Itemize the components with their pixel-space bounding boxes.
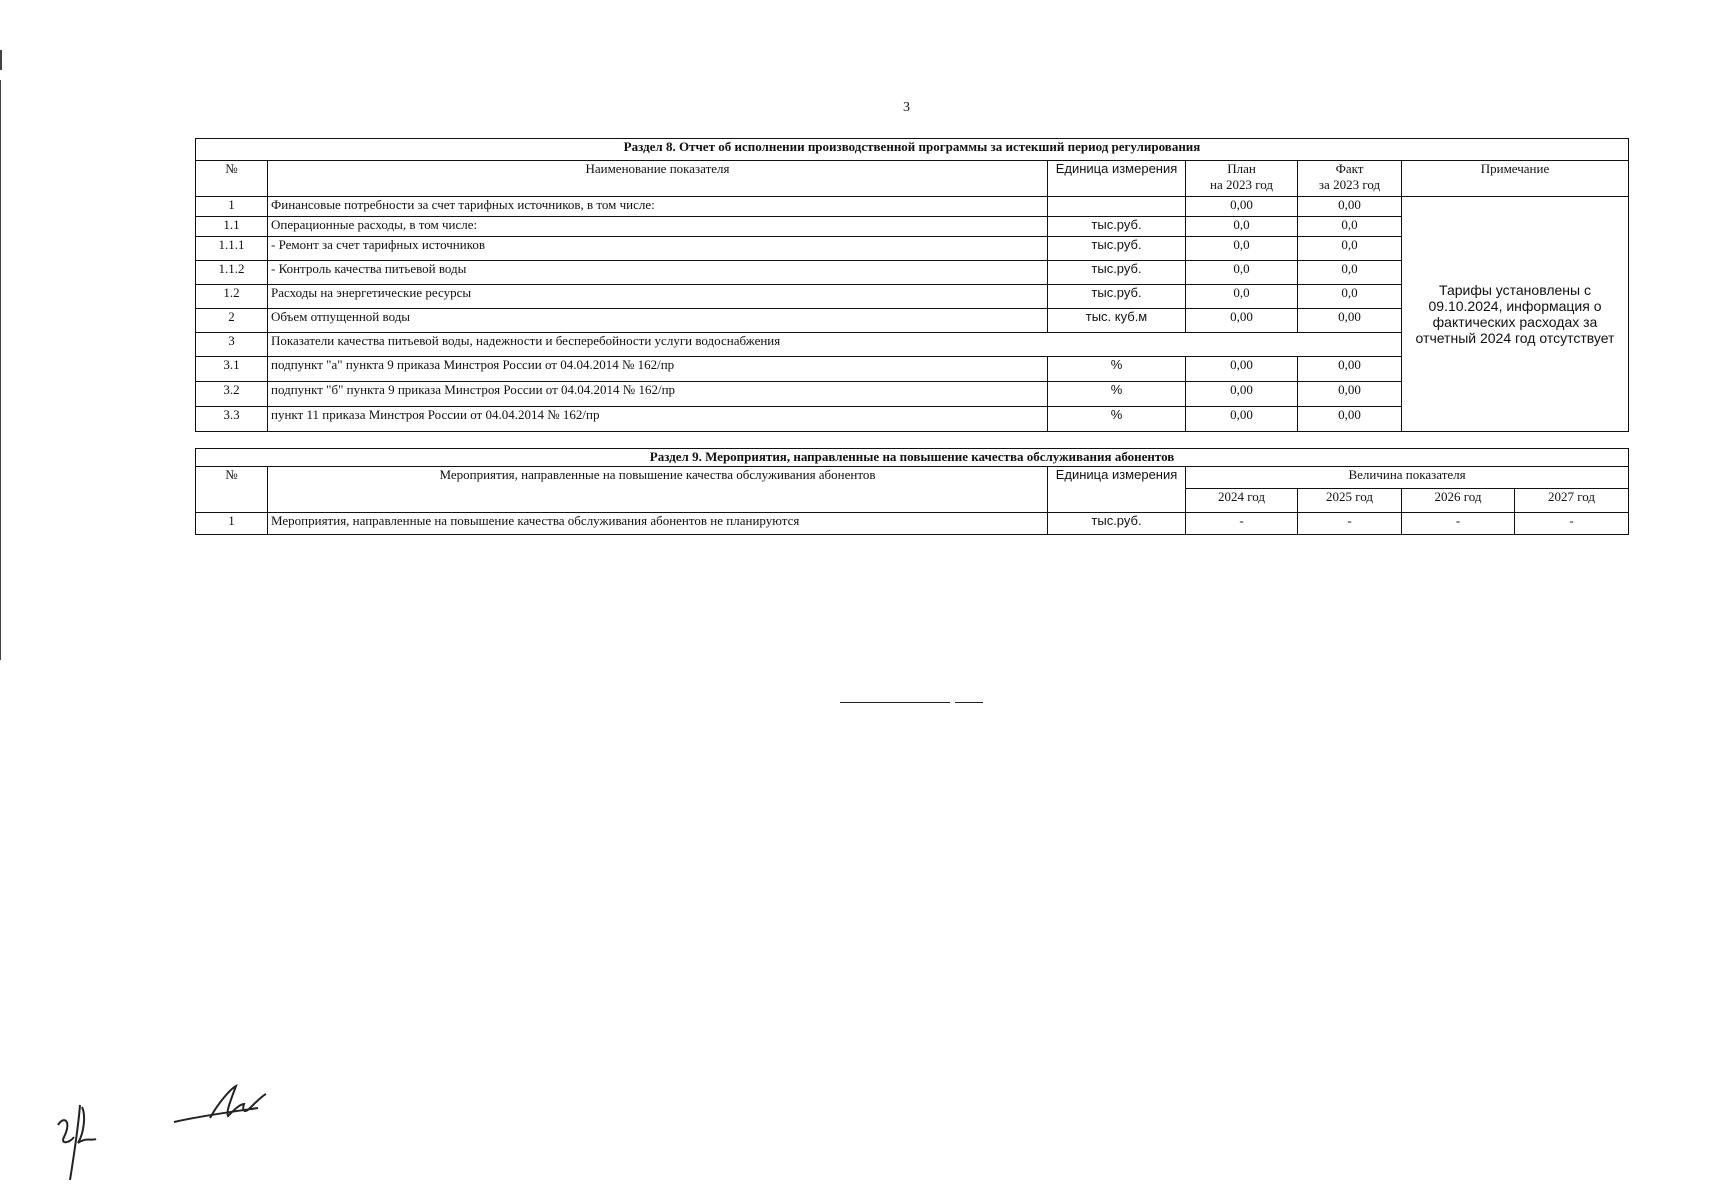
row-unit <box>1048 197 1186 217</box>
row-unit: тыс.руб. <box>1048 217 1186 237</box>
table-row <box>196 513 1629 535</box>
row-fact: 0,0 <box>1298 237 1402 261</box>
signature <box>170 1082 280 1132</box>
row-fact: 0,00 <box>1298 309 1402 333</box>
row-plan: 0,00 <box>1186 382 1298 407</box>
row-num: 1 <box>196 513 268 535</box>
header-note: Примечание <box>1402 161 1629 197</box>
row-fact: 0,00 <box>1298 382 1402 407</box>
row-name: Расходы на энергетические ресурсы <box>268 285 1048 309</box>
row-name: пункт 11 приказа Минстроя России от 04.04.2014 № 162/пр <box>268 407 1048 432</box>
row-plan: 0,00 <box>1186 197 1298 217</box>
scan-edge-mark <box>0 50 2 70</box>
row-value: - <box>1186 513 1298 535</box>
row-name: Объем отпущенной воды <box>268 309 1048 333</box>
header-plan-line1: План <box>1227 161 1256 176</box>
row-name: Операционные расходы, в том числе: <box>268 217 1048 237</box>
note-cell: Тарифы установлены с 09.10.2024, информация о фактических расходах за отчетный 2024 год отсутствует <box>1402 197 1629 432</box>
row-fact: 0,00 <box>1298 197 1402 217</box>
row-name: Показатели качества питьевой воды, надежности и бесперебойности услуги водоснабжения <box>268 333 1402 357</box>
row-num: 3 <box>196 333 268 357</box>
row-unit: тыс.руб. <box>1048 261 1186 285</box>
header-unit: Единица измерения <box>1048 161 1186 197</box>
table-row <box>196 197 1629 217</box>
row-fact: 0,0 <box>1298 217 1402 237</box>
row-name: Финансовые потребности за счет тарифных источников, в том числе: <box>268 197 1048 217</box>
end-dash-line <box>840 702 950 703</box>
row-num: 2 <box>196 309 268 333</box>
row-unit: % <box>1048 357 1186 382</box>
row-fact: 0,0 <box>1298 261 1402 285</box>
row-unit: тыс.руб. <box>1048 237 1186 261</box>
row-num: 1.1 <box>196 217 268 237</box>
header-year: 2025 год <box>1298 489 1402 513</box>
row-num: 3.3 <box>196 407 268 432</box>
row-plan: 0,00 <box>1186 357 1298 382</box>
section8-table <box>195 138 1629 432</box>
signature-initials <box>52 1085 112 1185</box>
header-year: 2027 год <box>1515 489 1629 513</box>
row-plan: 0,00 <box>1186 407 1298 432</box>
row-value: - <box>1402 513 1515 535</box>
end-dash-line <box>955 702 983 703</box>
header-num: № <box>196 467 268 513</box>
section9-title: Раздел 9. Мероприятия, направленные на повышение качества обслуживания абонентов <box>196 449 1629 467</box>
row-name: подпункт "б" пункта 9 приказа Минстроя России от 04.04.2014 № 162/пр <box>268 382 1048 407</box>
header-fact-line2: за 2023 год <box>1318 177 1381 192</box>
row-name: - Ремонт за счет тарифных источников <box>268 237 1048 261</box>
row-unit: % <box>1048 407 1186 432</box>
header-year: 2024 год <box>1186 489 1298 513</box>
row-unit: % <box>1048 382 1186 407</box>
row-fact: 0,00 <box>1298 407 1402 432</box>
header-plan-line2: на 2023 год <box>1210 177 1273 192</box>
header-unit: Единица измерения <box>1048 467 1186 513</box>
row-value: - <box>1515 513 1629 535</box>
row-plan: 0,00 <box>1186 309 1298 333</box>
section8-title: Раздел 8. Отчет об исполнении производственной программы за истекший период регулирования <box>196 139 1629 161</box>
row-unit: тыс.руб. <box>1048 285 1186 309</box>
header-num: № <box>196 161 268 197</box>
row-name: Мероприятия, направленные на повышение качества обслуживания абонентов не планируются <box>268 513 1048 535</box>
row-num: 1.2 <box>196 285 268 309</box>
scan-edge-mark <box>0 80 1 660</box>
row-value: - <box>1298 513 1402 535</box>
row-num: 3.1 <box>196 357 268 382</box>
row-plan: 0,0 <box>1186 261 1298 285</box>
row-num: 1.1.2 <box>196 261 268 285</box>
header-year: 2026 год <box>1402 489 1515 513</box>
row-name: - Контроль качества питьевой воды <box>268 261 1048 285</box>
header-fact-line1: Факт <box>1335 161 1364 176</box>
row-fact: 0,0 <box>1298 285 1402 309</box>
section9-table <box>195 448 1629 535</box>
row-num: 1.1.1 <box>196 237 268 261</box>
row-num: 1 <box>196 197 268 217</box>
row-unit: тыс.руб. <box>1048 513 1186 535</box>
header-plan <box>1186 161 1298 197</box>
row-plan: 0,0 <box>1186 285 1298 309</box>
row-name: подпункт "а" пункта 9 приказа Минстроя России от 04.04.2014 № 162/пр <box>268 357 1048 382</box>
row-plan: 0,0 <box>1186 217 1298 237</box>
header-name: Наименование показателя <box>268 161 1048 197</box>
row-plan: 0,0 <box>1186 237 1298 261</box>
header-value-group: Величина показателя <box>1186 467 1629 489</box>
row-fact: 0,00 <box>1298 357 1402 382</box>
row-num: 3.2 <box>196 382 268 407</box>
page-number: 3 <box>903 100 910 115</box>
header-name: Мероприятия, направленные на повышение качества обслуживания абонентов <box>268 467 1048 513</box>
row-unit: тыс. куб.м <box>1048 309 1186 333</box>
header-fact <box>1298 161 1402 197</box>
